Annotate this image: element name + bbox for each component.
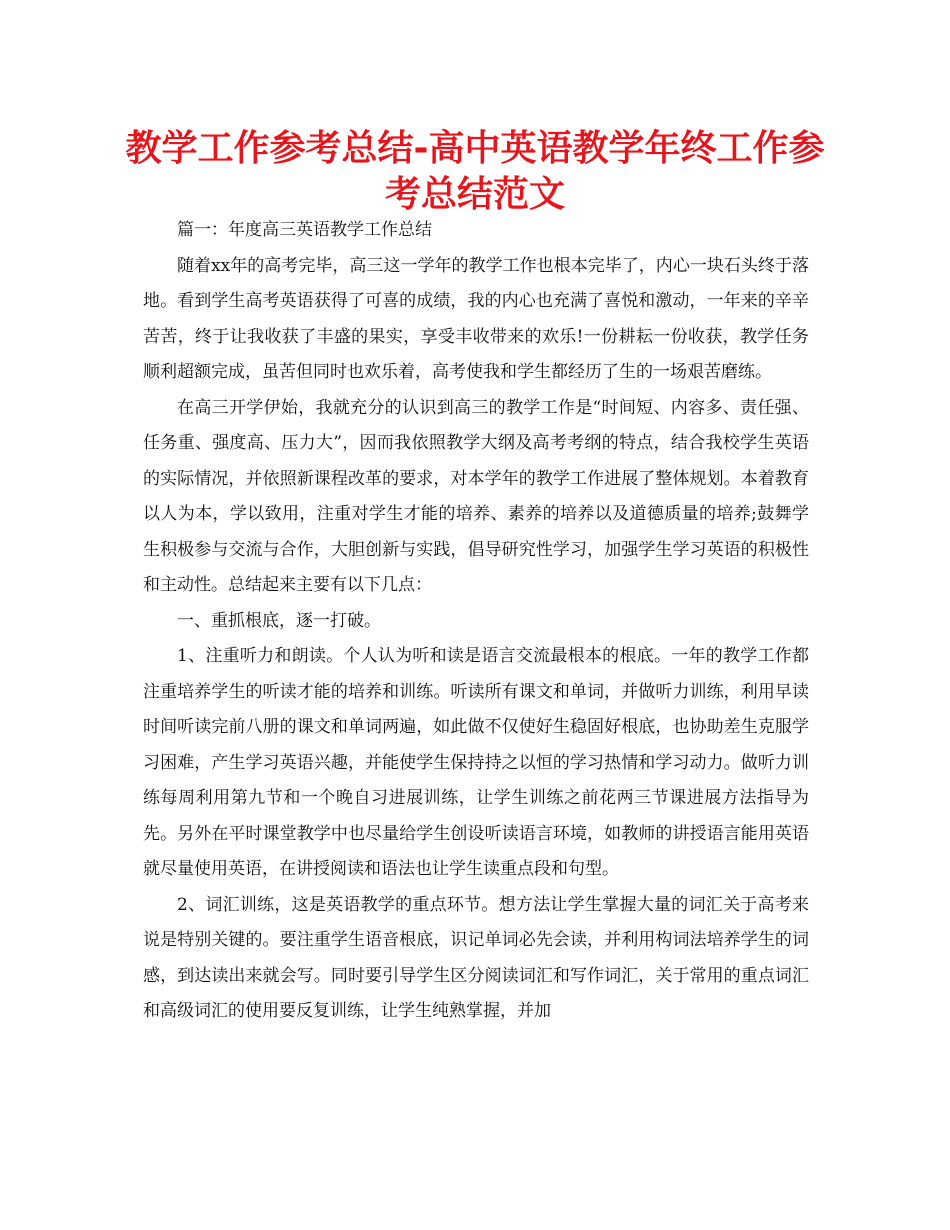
document-body bbox=[143, 213, 809, 1030]
paragraph: 2、词汇训练，这是英语教学的重点环节。想方法让学生掌握大量的词汇关于高考来说是特别关键的。要注重学生语音根底，识记单词必先会读，并利用构词法培养学生的词感，到达读出来就会写。同时要引导学生区分阅读词汇和写作词汇，关于常用的重点词汇和高级词汇的使用要反复训练，让学生纯熟掌握，并加 bbox=[143, 894, 809, 1021]
section-heading: 篇一：年度高三英语教学工作总结 bbox=[177, 220, 432, 240]
paragraph: 1、注重听力和朗读。个人认为听和读是语言交流最根本的根底。一年的教学工作都注重培养学生的听读才能的培养和训练。听读所有课文和单词，并做听力训练，利用早读时间听读完前八册的课文和单词两遍，如此做不仅使好生稳固好根底，也协助差生克服学习困难，产生学习英语兴趣，并能使学生保持持之以恒的学习热情和学习动力。做听力训练每周利用第九节和一个晚自习进展训练，让学生训练之前花两三节课进展方法指导为先。另外在平时课堂教学中也尽量给学生创设听读语言环境，如教师的讲授语言能用英语就尽量使用英语，在讲授阅读和语法也让学生读重点段和句型。 bbox=[143, 646, 809, 879]
document-title: 教学工作参考总结-高中英语教学年终工作参考总结范文 bbox=[125, 128, 825, 215]
subsection-heading: 一、重抓根底，逐一打破。 bbox=[177, 610, 381, 631]
paragraph: 随着xx年的高考完毕，高三这一学年的教学工作也根本完毕了，内心一块石头终于落地。看到学生高考英语获得了可喜的成绩，我的内心也充满了喜悦和激动，一年来的辛辛苦苦，终于让我收获了丰盛的果实，享受丰收带来的欢乐!一份耕耘一份收获，教学任务顺利超额完成，虽苦但同时也欢乐着，高考使我和学生都经历了生的一场艰苦磨练。 bbox=[143, 255, 809, 382]
paragraph: 在高三开学伊始，我就充分的认识到高三的教学工作是“时间短、内容多、责任强、任务重、强度高、压力大”，因而我依照教学大纲及高考考纲的特点，结合我校学生英语的实际情况，并依照新课程改革的要求，对本学年的教学工作进展了整体规划。本着教育以人为本，学以致用，注重对学生才能的培养、素养的培养以及道德质量的培养;鼓舞学生积极参与交流与合作，大胆创新与实践，倡导研究性学习，加强学生学习英语的积极性和主动性。总结起来主要有以下几点： bbox=[143, 397, 809, 595]
